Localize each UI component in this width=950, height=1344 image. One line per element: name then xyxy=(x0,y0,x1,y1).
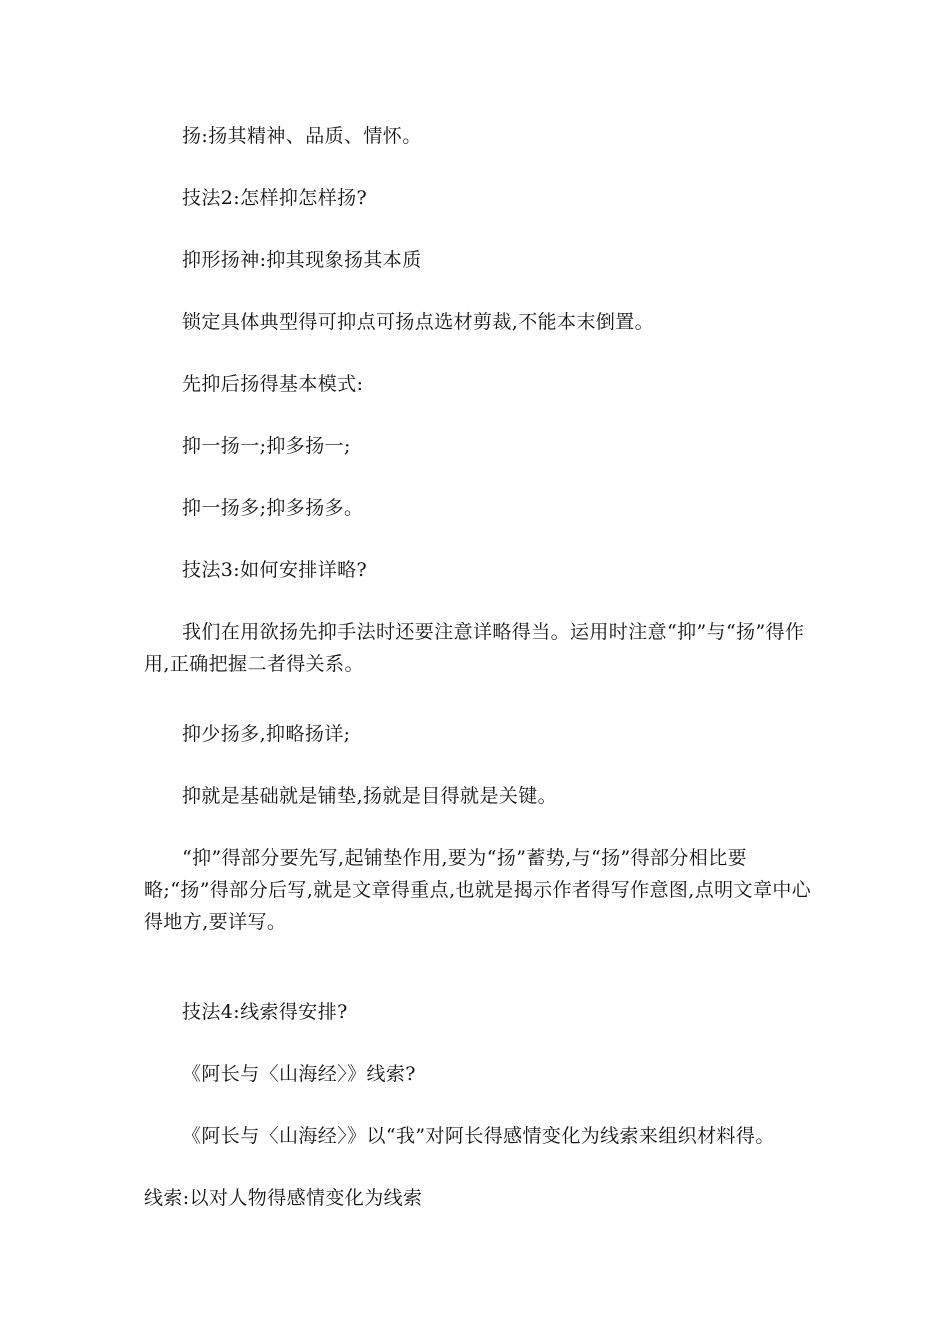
paragraph-detail-arrangement: 我们在用欲扬先抑手法时还要注意详略得当。运用时注意“抑”与“扬”得作用,正确把握二者得关系。 xyxy=(144,621,805,675)
paragraph-yi-part-writing: “抑”得部分要先写,起铺垫作用,要为“扬”蓄势,与“扬”得部分相比要略;“扬”得部分后写,就是文章得重点,也就是揭示作者得写作意图,点明文章中心得地方,要详写。 xyxy=(144,847,812,933)
paragraph-pattern-two: 抑一扬多;抑多扬多。 xyxy=(182,497,364,519)
paragraph-clue-summary: 线索:以对人物得感情变化为线索 xyxy=(144,1187,423,1209)
paragraph-yi-is-foundation: 抑就是基础就是铺垫,扬就是目得就是关键。 xyxy=(182,785,558,807)
paragraph-basic-patterns: 先抑后扬得基本模式: xyxy=(182,373,364,395)
paragraph-less-yi-more-yang: 抑少扬多,抑略扬详; xyxy=(182,723,351,745)
paragraph-clue-question: 《阿长与〈山海经〉》线索? xyxy=(182,1063,416,1085)
paragraph-yi-xing-yang-shen: 抑形扬神:抑其现象扬其本质 xyxy=(182,249,422,271)
heading-technique-4: 技法4:线索得安排? xyxy=(182,1001,348,1023)
paragraph-material-selection: 锁定具体典型得可抑点可扬点选材剪裁,不能本末倒置。 xyxy=(182,311,655,333)
paragraph-yang-definition: 扬:扬其精神、品质、情怀。 xyxy=(182,125,422,147)
paragraph-clue-answer: 《阿长与〈山海经〉》以“我”对阿长得感情变化为线索来组织材料得。 xyxy=(182,1125,775,1147)
paragraph-pattern-one: 抑一扬一;抑多扬一; xyxy=(182,435,351,457)
heading-technique-2: 技法2:怎样抑怎样扬? xyxy=(182,187,368,209)
heading-technique-3: 技法3:如何安排详略? xyxy=(182,559,368,581)
